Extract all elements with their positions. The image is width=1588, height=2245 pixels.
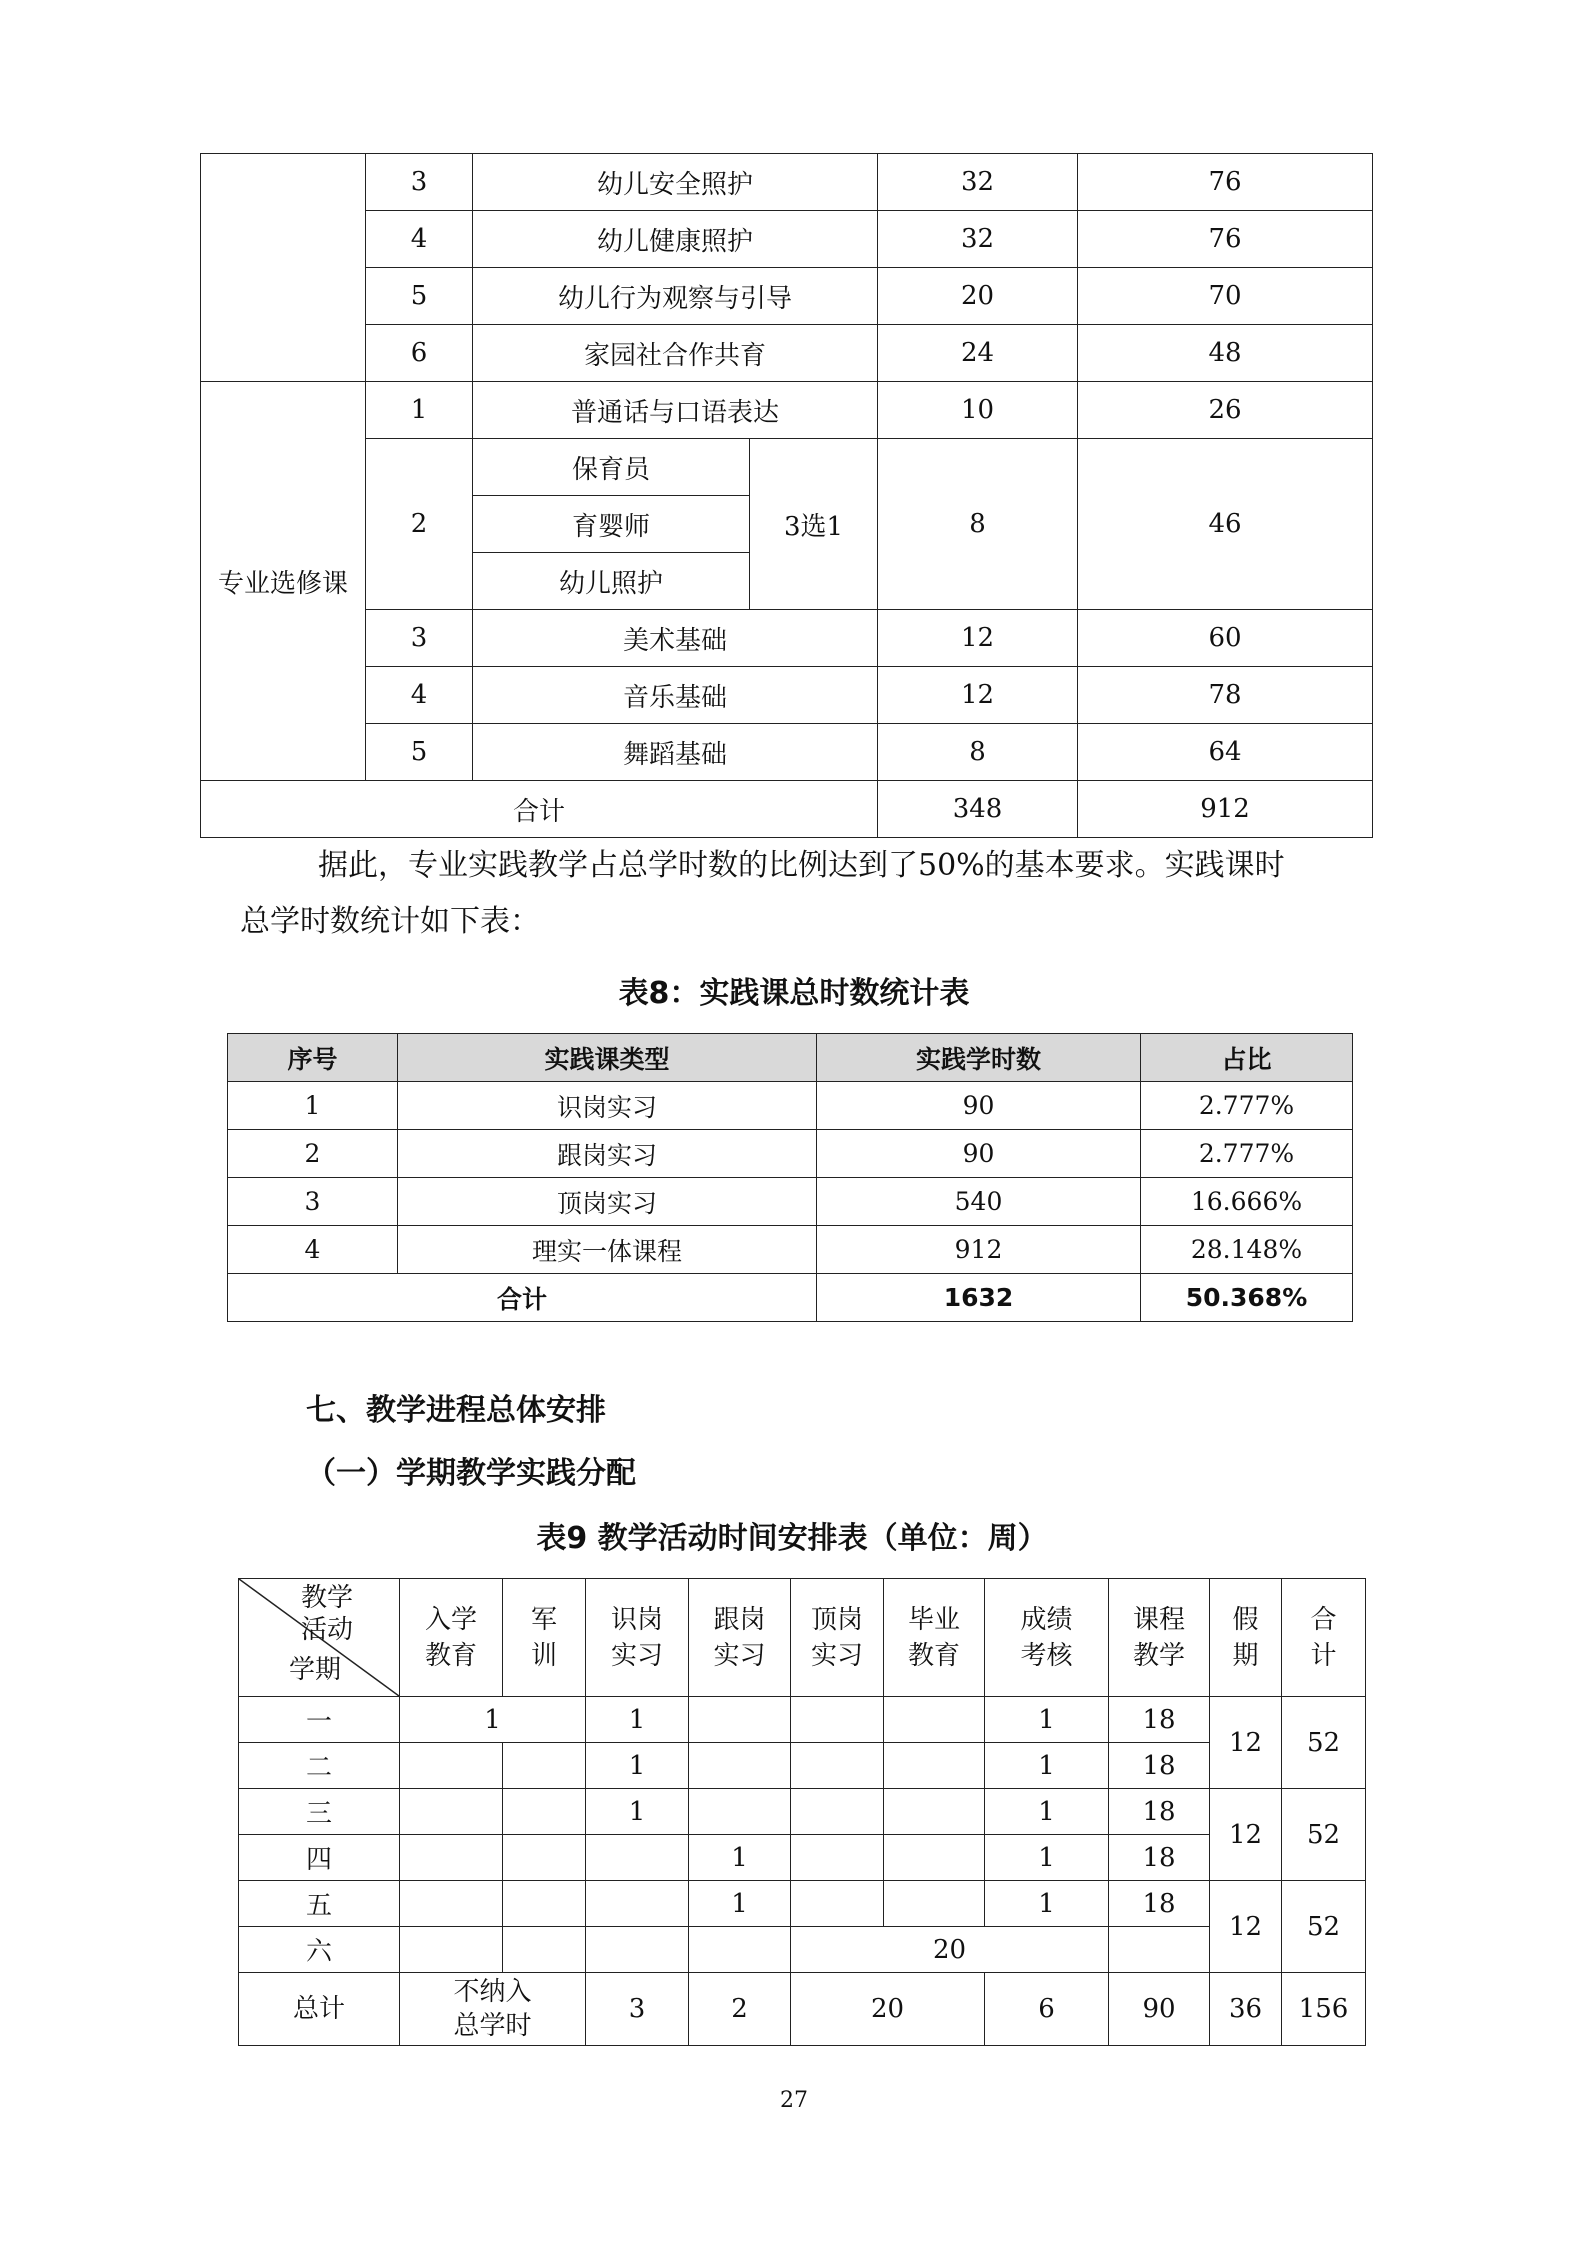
cell [586,1881,689,1927]
table-row [201,154,1373,211]
row-number: 4 [366,667,473,724]
total-b: 912 [1078,781,1373,838]
cell: 18 [1109,1835,1210,1881]
corner-label-mid: 活动 [301,1615,354,1645]
table-row [201,724,1373,781]
hours-b: 70 [1078,268,1373,325]
cell [400,1835,503,1881]
cell: 1 [689,1881,791,1927]
corner-label-top: 教学 [301,1583,354,1613]
cell [503,1743,586,1789]
course-name: 幼儿行为观察与引导 [473,268,878,325]
course-name: 幼儿安全照护 [473,154,878,211]
row-number: 2 [366,439,473,610]
cell [1109,1927,1210,1973]
cell [503,1881,586,1927]
cell: 16.666% [1141,1178,1353,1226]
cell [791,1789,884,1835]
total-label: 合计 [201,781,878,838]
table-row [228,1226,1353,1274]
total-row [201,781,1373,838]
cell: 20 [791,1973,985,2046]
cell [689,1743,791,1789]
column-header: 合 计 [1282,1579,1366,1697]
table-row [239,1927,1366,1973]
cell [884,1881,985,1927]
table-row [201,610,1373,667]
hours-a: 20 [878,268,1078,325]
cell [791,1697,884,1743]
table8-caption: 表8：实践课总时数统计表 [618,976,970,1011]
cell [689,1697,791,1743]
table-row [201,439,1373,496]
header-row [228,1034,1353,1082]
course-name: 音乐基础 [473,667,878,724]
cell: 3 [586,1973,689,2046]
course-name: 幼儿健康照护 [473,211,878,268]
cell: 36 [1210,1973,1282,2046]
row-number: 1 [366,382,473,439]
corner-label-bottom: 学期 [289,1655,342,1685]
column-header: 占比 [1141,1034,1353,1082]
cell [503,1927,586,1973]
cell: 识岗实习 [398,1082,817,1130]
cell [884,1743,985,1789]
row-number: 6 [366,325,473,382]
cell: 12 [1210,1789,1282,1881]
table-row [201,382,1373,439]
hours-a: 8 [878,439,1078,610]
row-number: 3 [366,154,473,211]
paragraph: 总学时数统计如下表： [240,904,540,939]
cell: 2 [689,1973,791,2046]
cell: 52 [1282,1881,1366,1973]
group-cell-empty [201,154,366,382]
cell: 1 [985,1789,1109,1835]
section-heading: 七、教学进程总体安排 [306,1393,606,1428]
cell: 1 [985,1743,1109,1789]
group-label: 专业选修课 [201,382,366,781]
table-row [201,667,1373,724]
hours-b: 76 [1078,211,1373,268]
term-label: 五 [239,1881,400,1927]
cell: 1 [689,1835,791,1881]
cell: 理实一体课程 [398,1226,817,1274]
cell: 90 [1109,1973,1210,2046]
table-row [201,325,1373,382]
subsection-heading: （一）学期教学实践分配 [306,1456,636,1491]
hours-b: 78 [1078,667,1373,724]
column-header: 课程 教学 [1109,1579,1210,1697]
total-ratio: 50.368% [1141,1274,1353,1322]
cell: 跟岗实习 [398,1130,817,1178]
hours-a: 12 [878,667,1078,724]
total-row [239,1973,1366,2046]
hours-a: 32 [878,211,1078,268]
cell: 52 [1282,1789,1366,1881]
cell: 1 [586,1697,689,1743]
course-name: 舞蹈基础 [473,724,878,781]
column-header: 成绩 考核 [985,1579,1109,1697]
column-header: 毕业 教育 [884,1579,985,1697]
table-row [239,1789,1366,1835]
total-a: 348 [878,781,1078,838]
column-header: 军 训 [503,1579,586,1697]
cell: 1 [228,1082,398,1130]
table-row [201,268,1373,325]
cell: 18 [1109,1743,1210,1789]
cell [586,1835,689,1881]
table-row [239,1697,1366,1743]
cell: 1 [400,1697,586,1743]
cell: 2.777% [1141,1130,1353,1178]
column-header: 假 期 [1210,1579,1282,1697]
cell: 1 [586,1789,689,1835]
table-row [239,1881,1366,1927]
paragraph: 据此，专业实践教学占总学时数的比例达到了50%的基本要求。实践课时 [318,848,1285,883]
cell: 18 [1109,1697,1210,1743]
cell [689,1927,791,1973]
column-header: 入学 教育 [400,1579,503,1697]
cell: 1 [586,1743,689,1789]
course-name: 普通话与口语表达 [473,382,878,439]
cell: 1 [985,1697,1109,1743]
row-number: 5 [366,268,473,325]
total-label: 合计 [228,1274,817,1322]
row-number: 3 [366,610,473,667]
cell [689,1789,791,1835]
cell [503,1835,586,1881]
table-row [228,1130,1353,1178]
term-label: 一 [239,1697,400,1743]
hours-b: 48 [1078,325,1373,382]
table-row [228,1178,1353,1226]
diagonal-header-cell [239,1579,400,1697]
cell: 顶岗实习 [398,1178,817,1226]
term-label: 二 [239,1743,400,1789]
cell [400,1789,503,1835]
hours-b: 76 [1078,154,1373,211]
page-number: 27 [780,2088,808,2113]
course-name: 美术基础 [473,610,878,667]
table9-caption: 表9 教学活动时间安排表（单位：周） [536,1521,1048,1556]
cell: 1 [985,1835,1109,1881]
cell [884,1697,985,1743]
cell [400,1881,503,1927]
hours-b: 46 [1078,439,1373,610]
choice-note: 3选1 [750,439,878,610]
cell [884,1835,985,1881]
hours-a: 24 [878,325,1078,382]
row-number: 4 [366,211,473,268]
column-header: 序号 [228,1034,398,1082]
cell: 90 [817,1082,1141,1130]
option-name: 保育员 [473,439,750,496]
cell: 912 [817,1226,1141,1274]
column-header: 实践课类型 [398,1034,817,1082]
cell: 52 [1282,1697,1366,1789]
table-row [228,1082,1353,1130]
header-row [239,1579,1366,1697]
row-number: 5 [366,724,473,781]
hours-a: 12 [878,610,1078,667]
cell: 不纳入 总学时 [400,1973,586,2046]
schedule-table [238,1578,1366,2046]
column-header: 实践学时数 [817,1034,1141,1082]
cell [503,1789,586,1835]
table-row [201,211,1373,268]
cell: 156 [1282,1973,1366,2046]
cell: 2 [228,1130,398,1178]
term-label: 六 [239,1927,400,1973]
column-header: 跟岗 实习 [689,1579,791,1697]
cell: 18 [1109,1789,1210,1835]
course-name: 家园社合作共育 [473,325,878,382]
cell [884,1789,985,1835]
cell: 20 [791,1927,1109,1973]
cell [400,1743,503,1789]
total-label: 总计 [239,1973,400,2046]
cell: 2.777% [1141,1082,1353,1130]
cell: 18 [1109,1881,1210,1927]
option-name: 育婴师 [473,496,750,553]
column-header: 识岗 实习 [586,1579,689,1697]
total-row [228,1274,1353,1322]
hours-b: 60 [1078,610,1373,667]
term-label: 四 [239,1835,400,1881]
hours-a: 10 [878,382,1078,439]
cell [791,1743,884,1789]
cell: 6 [985,1973,1109,2046]
practice-hours-table [227,1033,1353,1322]
cell: 1 [985,1881,1109,1927]
term-label: 三 [239,1789,400,1835]
total-hours: 1632 [817,1274,1141,1322]
hours-a: 32 [878,154,1078,211]
cell: 28.148% [1141,1226,1353,1274]
course-hours-table [200,153,1373,838]
hours-b: 26 [1078,382,1373,439]
hours-b: 64 [1078,724,1373,781]
cell: 4 [228,1226,398,1274]
option-name: 幼儿照护 [473,553,750,610]
cell [791,1835,884,1881]
table-row [239,1743,1366,1789]
cell: 90 [817,1130,1141,1178]
cell: 12 [1210,1697,1282,1789]
table-row [239,1835,1366,1881]
cell: 3 [228,1178,398,1226]
cell [791,1881,884,1927]
cell [586,1927,689,1973]
cell [400,1927,503,1973]
cell: 540 [817,1178,1141,1226]
column-header: 顶岗 实习 [791,1579,884,1697]
cell: 12 [1210,1881,1282,1973]
hours-a: 8 [878,724,1078,781]
